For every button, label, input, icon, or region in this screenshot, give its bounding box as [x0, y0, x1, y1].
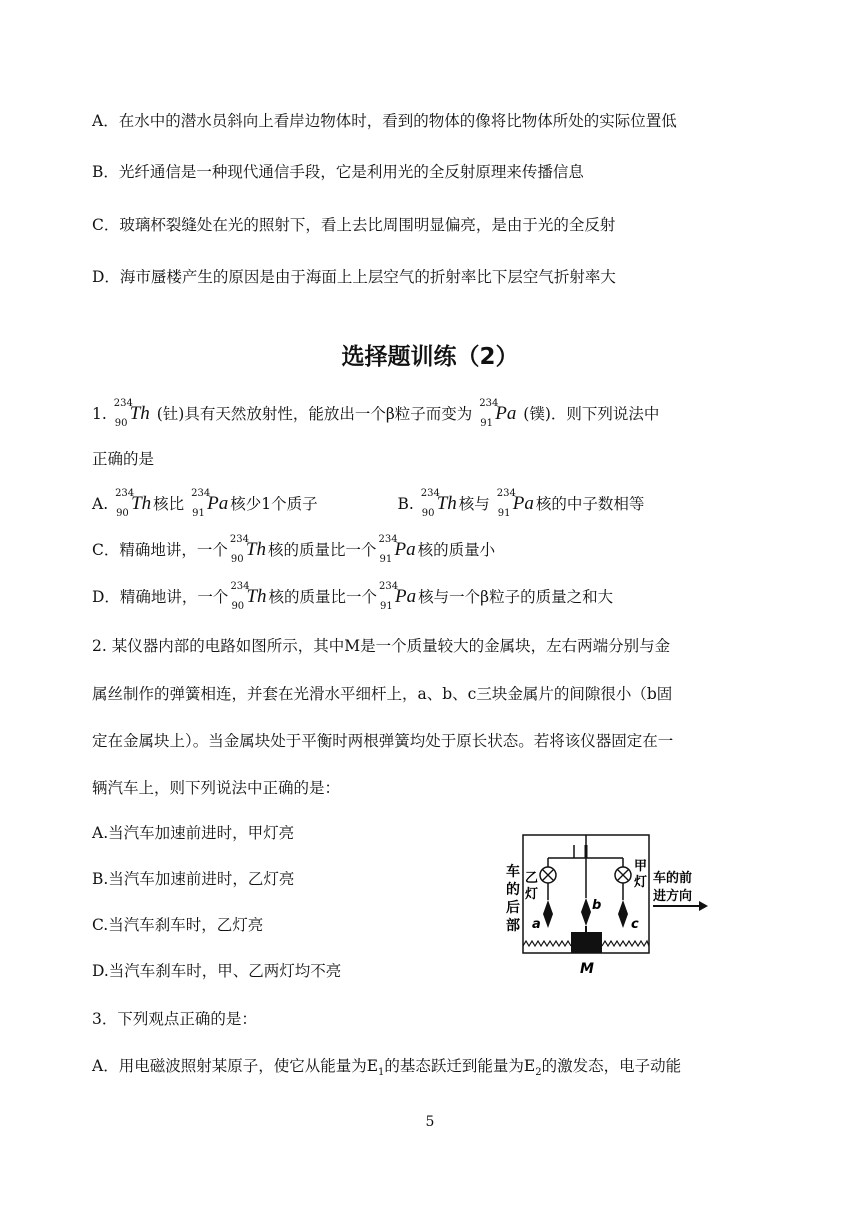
contact-c	[618, 900, 628, 928]
circuit-diagram	[498, 830, 713, 980]
svg-text:M: M	[580, 961, 594, 977]
q1-option-d: D．精确地讲，一个 234 90 Th 核的质量比一个 234 91 Pa 核与一个β粒子的质量之和大	[92, 581, 614, 612]
q2-stem-4: 辆汽车上，则下列说法中正确的是：	[92, 779, 341, 797]
lamp-yi-icon	[540, 867, 556, 883]
q2-option-b: B.当汽车加速前进时，乙灯亮	[92, 870, 295, 888]
q2-stem-3: 定在金属块上）。当金属块处于平衡时两根弹簧均处于原长状态。若将该仪器固定在一	[92, 732, 674, 750]
q1-options-ab	[92, 488, 645, 519]
q3-option-a: A．用电磁波照射某原子，使它从能量为$E_1$的基态跃迁到能量为$E_2$的激发态，电子动能	[92, 1057, 682, 1079]
svg-text:车: 车	[506, 864, 520, 880]
q1-stem: 1. 234 90 Th (钍)具有天然放射性，能放出一个β粒子而变为 234 91 Pa (镤)．则下列说法中	[92, 398, 660, 429]
metal-block	[571, 932, 602, 953]
spring-left	[523, 941, 571, 946]
contact-b	[581, 898, 591, 926]
svg-text:c: c	[631, 917, 639, 932]
lamp-jia-icon	[615, 867, 631, 883]
svg-text:的: 的	[506, 882, 520, 898]
svg-text:灯: 灯	[634, 875, 648, 890]
svg-text:b: b	[592, 898, 602, 913]
q2-stem-1: 2. 某仪器内部的电路如图所示，其中M是一个质量较大的金属块，左右两端分别与金	[92, 637, 671, 655]
prev-option-b: B．光纤通信是一种现代通信手段，它是利用光的全反射原理来传播信息	[92, 163, 584, 181]
svg-text:甲: 甲	[634, 859, 648, 874]
svg-text:a: a	[532, 917, 541, 932]
nuclide-th: 234 90 Th	[113, 398, 150, 429]
prev-option-c: C．玻璃杯裂缝处在光的照射下，看上去比周围明显偏亮，是由于光的全反射	[92, 216, 616, 234]
svg-text:车的前: 车的前	[653, 871, 693, 886]
svg-text:乙: 乙	[525, 871, 539, 886]
svg-text:部: 部	[506, 918, 520, 934]
svg-text:后: 后	[506, 900, 520, 916]
svg-text:灯: 灯	[525, 887, 539, 902]
q2-option-a: A.当汽车加速前进时，甲灯亮	[92, 824, 295, 842]
q2-option-c: C.当汽车刹车时，乙灯亮	[92, 916, 264, 934]
q1-stem-cont: 正确的是	[92, 450, 155, 468]
svg-text:进方向: 进方向	[653, 889, 693, 904]
section-title: 选择题训练（2）	[341, 344, 519, 370]
contact-a	[543, 900, 553, 928]
nuclide-pa: 234 91 Pa	[479, 398, 517, 429]
q3-stem: 3．下列观点正确的是：	[92, 1010, 257, 1028]
prev-option-a: A．在水中的潜水员斜向上看岸边物体时，看到的物体的像将比物体所处的实际位置低	[92, 112, 677, 130]
q1-option-b: B. 234 90 Th 核与 234 91 Pa 核的中子数相等	[397, 488, 645, 519]
spring-right	[602, 941, 649, 946]
q1-option-c: C．精确地讲，一个 234 90 Th 核的质量比一个 234 91 Pa 核的质量小	[92, 534, 496, 565]
prev-option-d: D．海市蜃楼产生的原因是由于海面上上层空气的折射率比下层空气折射率大	[92, 268, 616, 286]
q1-option-a: A. 234 90 Th 核比 234 91 Pa 核少1个质子	[92, 488, 318, 519]
page-number: 5	[425, 1114, 435, 1130]
q2-option-d: D.当汽车刹车时，甲、乙两灯均不亮	[92, 962, 342, 980]
q1-number: 1.	[92, 405, 107, 423]
q2-stem-2: 属丝制作的弹簧相连，并套在光滑水平细杆上，a、b、c三块金属片的间隙很小（b固	[92, 685, 673, 703]
